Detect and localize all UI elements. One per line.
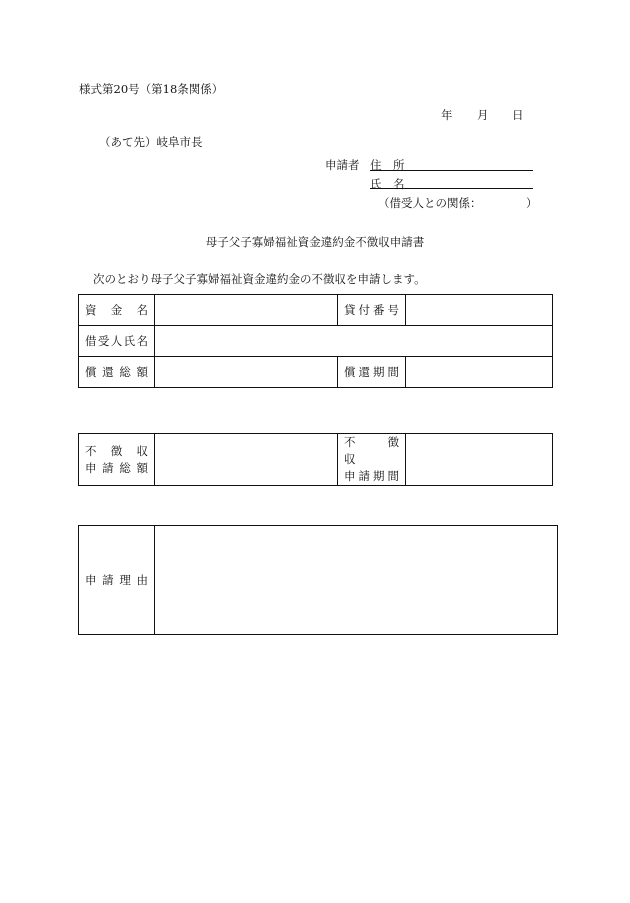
repayment-period-label: 償還期間 <box>338 357 406 388</box>
document-title: 母子父子寡婦福祉資金違約金不徴収申請書 <box>205 235 425 249</box>
loan-info-table <box>78 294 553 388</box>
repayment-total-cell[interactable] <box>155 357 338 388</box>
waiver-table <box>78 433 553 486</box>
waiver-total-cell[interactable] <box>155 434 338 486</box>
repayment-total-label: 償還総額 <box>79 357 155 388</box>
fund-name-label: 資 金 名 <box>79 295 155 326</box>
reason-table <box>78 525 558 635</box>
addressee: （あて先）岐阜市長 <box>99 135 203 149</box>
reason-cell[interactable] <box>155 526 558 635</box>
loan-number-label: 貸付番号 <box>338 295 406 326</box>
address-label: 住 所 <box>370 158 405 172</box>
waiver-period-label: 不 徴 収 申請期間 <box>338 434 406 486</box>
name-label: 氏 名 <box>370 177 405 191</box>
waiver-total-label: 不 徴 収 申請総額 <box>79 434 155 486</box>
name-underline[interactable] <box>370 188 533 189</box>
date-month: 月 <box>477 108 489 122</box>
intro-text: 次のとおり母子父子寡婦福祉資金違約金の不徴収を申請します。 <box>93 272 426 286</box>
relation-close: ） <box>526 196 538 210</box>
address-underline[interactable] <box>370 170 533 171</box>
date-day: 日 <box>512 108 524 122</box>
relation-open: （借受人との関係： <box>378 196 482 210</box>
repayment-period-cell[interactable] <box>406 357 553 388</box>
borrower-name-cell[interactable] <box>155 326 553 357</box>
borrower-name-label: 借受人氏名 <box>79 326 155 357</box>
applicant-label: 申請者 <box>325 158 360 172</box>
form-number: 様式第20号（第18条関係） <box>79 82 224 96</box>
waiver-period-cell[interactable] <box>406 434 553 486</box>
reason-label: 申請理由 <box>79 526 155 635</box>
fund-name-cell[interactable] <box>155 295 338 326</box>
date-year: 年 <box>441 108 453 122</box>
loan-number-cell[interactable] <box>406 295 553 326</box>
